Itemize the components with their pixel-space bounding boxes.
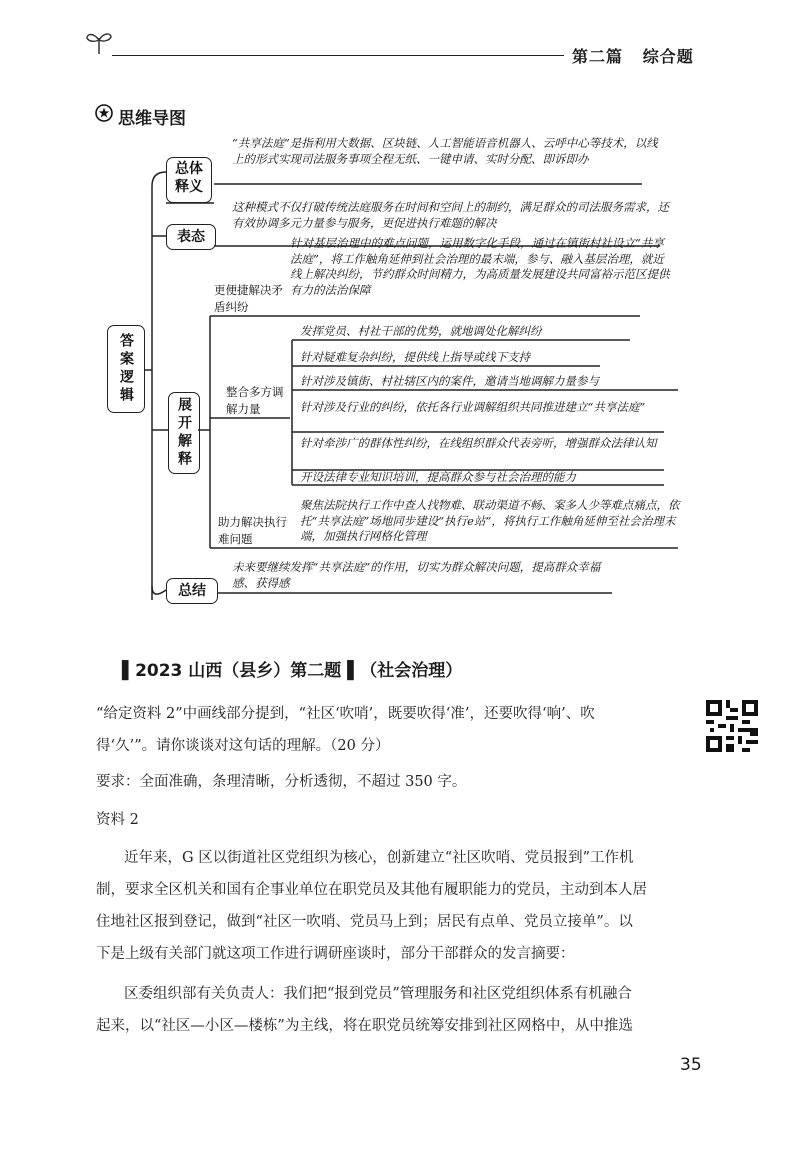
- branch-stance-box: [166, 224, 216, 250]
- sub-integrate-label: 整合多方调解力量: [226, 385, 284, 416]
- question-heading: ▌2023 山西（县乡）第二题 ▌（社会治理）: [122, 661, 463, 681]
- sub-integrate-item: 发挥党员、村社干部的优势，就地调处化解纠纷: [300, 324, 542, 338]
- qr-code[interactable]: [706, 700, 758, 752]
- sub-convenient-label: 更便捷解决矛盾纠纷: [214, 283, 283, 314]
- branch-overview-label: 总体释义: [175, 161, 203, 195]
- branch-expand-box: [168, 392, 200, 474]
- branch-overview-text: “共享法庭”是指利用大数据、区块链、人工智能语音机器人、云呼中心等技术，以线上的形式实现司法服务事项全程无纸、一键申请、实时分配、即诉即办: [232, 136, 658, 166]
- sub-integrate-item: 针对疑难复杂纠纷，提供线上指导或线下支持: [300, 350, 530, 364]
- sub-execution-text: 聚焦法院执行工作中查人找物难、联动渠道不畅、案多人少等难点痛点，依托“共享法庭”场地同步建设“执行e站”，将执行工作触角延伸至社会治理末端，加强执行网格化管理: [300, 498, 680, 543]
- page-number: 35: [680, 1055, 702, 1075]
- root-node-box: [107, 325, 145, 413]
- material-label: 资料 2: [96, 812, 139, 828]
- sub-execution-label: 助力解决执行难问题: [218, 515, 287, 546]
- sub-integrate-item: 针对涉及镇街、村社辖区内的案件，邀请当地调解力量参与: [300, 374, 599, 388]
- branch-summary-label: 总结: [178, 583, 206, 599]
- prompt-line: “给定资料 2”中画线部分提到，“社区‘吹哨’，既要吹得‘准’，还要吹得‘响’、吹: [96, 706, 595, 722]
- branch-stance-label: 表态: [177, 229, 205, 245]
- branch-overview-box: [166, 157, 212, 203]
- material-p1-line: 近年来，G 区以街道社区党组织为核心，创新建立“社区吹哨、党员报到”工作机: [124, 850, 634, 866]
- root-node-label: 答案逻辑: [118, 333, 134, 405]
- material-p1-line: 下是上级有关部门就这项工作进行调研座谈时，部分干部群众的发言摘要：: [96, 946, 575, 962]
- material-p2-line: 起来，以“社区—小区—楼栋”为主线，将在职党员统筹安排到社区网格中，从中推选: [96, 1018, 633, 1034]
- branch-summary-box: [166, 578, 218, 604]
- section-name: 第二篇: [572, 47, 624, 66]
- material-p1-line: 住地社区报到登记，做到“社区一吹哨、党员马上到；居民有点单、党员立接单”。以: [96, 914, 633, 930]
- sub-convenient-text: 针对基层治理中的难点问题，运用数字化手段，通过在镇街村社设立“共享法庭”，将工作触角延伸到社会治理的最末端，参与、融入基层治理，就近线上解决纠纷，节约群众时间精力，为高质量发展建设共同富裕示范区提供有力的法治保障: [290, 236, 670, 297]
- sub-integrate-item: 针对牵涉广的群体性纠纷，在线组织群众代表旁听，增强群众法律认知: [300, 436, 657, 450]
- material-p1-line: 制，要求全区机关和国有企事业单位在职党员及其他有履职能力的党员，主动到本人居: [96, 882, 647, 898]
- branch-expand-label: 展开解释: [176, 397, 192, 469]
- sub-integrate-item: 针对涉及行业的纠纷，依托各行业调解组织共同推进建立“共享法庭”: [300, 400, 646, 414]
- requirement-line: 要求：全面准确，条理清晰，分析透彻，不超过 350 字。: [96, 774, 467, 790]
- branch-stance-text: 这种模式不仅打破传统法庭服务在时间和空间上的制约，满足群众的司法服务需求，还有效协调多元力量参与服务，更促进执行难题的解决: [232, 200, 669, 230]
- branch-summary-text: 未来要继续发挥“共享法庭”的作用，切实为群众解决问题，提高群众幸福感、获得感: [232, 560, 601, 590]
- material-p2-line: 区委组织部有关负责人：我们把“报到党员”管理服务和社区党组织体系有机融合: [124, 986, 632, 1002]
- sub-integrate-item: 开设法律专业知识培训，提高群众参与社会治理的能力: [300, 470, 576, 484]
- mindmap-title: 思维导图: [118, 109, 186, 129]
- chapter-name: 综合题: [642, 47, 694, 66]
- prompt-line: 得‘久’”。请你谈谈对这句话的理解。（20 分）: [96, 738, 390, 754]
